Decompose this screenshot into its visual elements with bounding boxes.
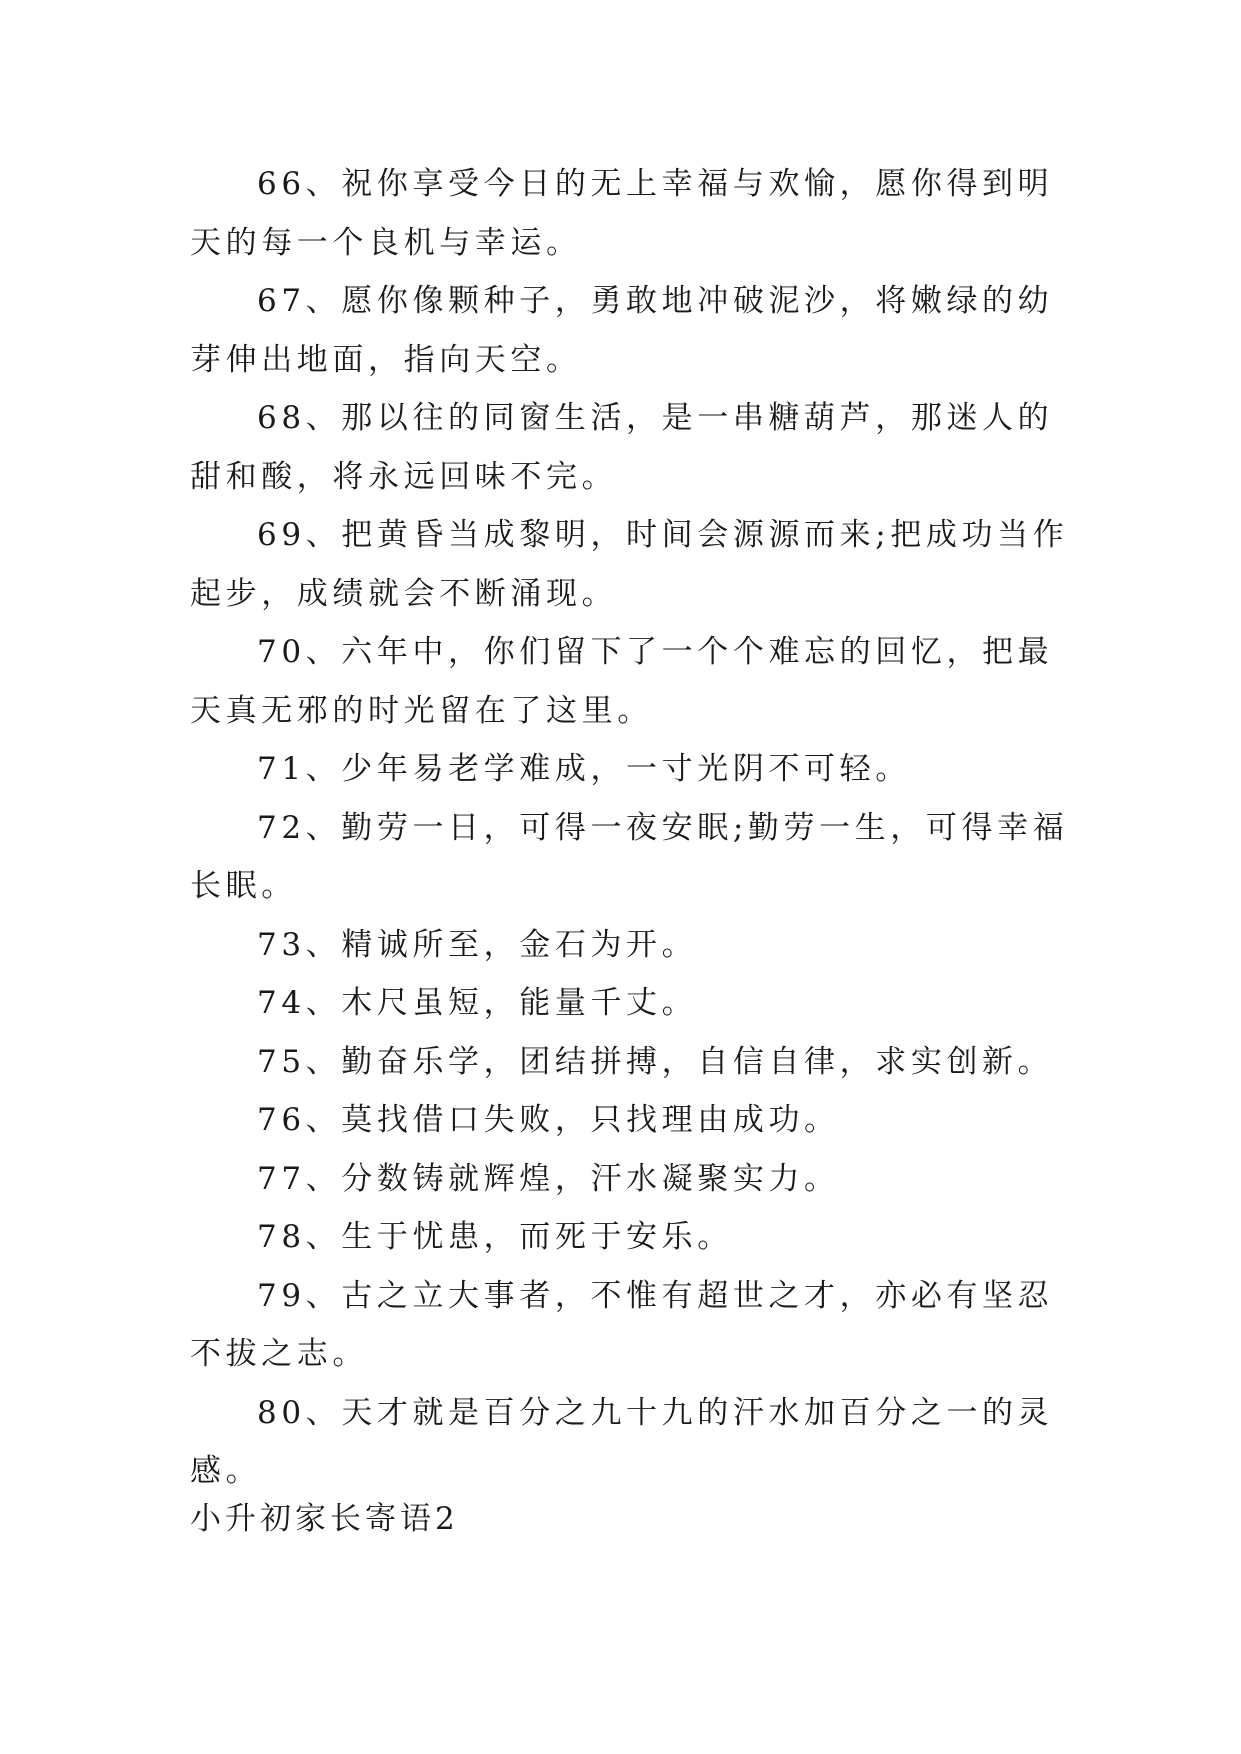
section-heading: 小升初家长寄语2 [190,1501,459,1537]
paragraph-list [190,155,1070,1501]
paragraph-76: 76、莫找借口失败，只找理由成功。 [257,1102,840,1138]
paragraph-68: 68、那以往的同窗生活，是一串糖葫芦，那迷人的甜和酸，将永远回味不完。 [190,400,1054,495]
paragraph-67: 67、愿你像颗种子，勇敢地冲破泥沙，将嫩绿的幼芽伸出地面，指向天空。 [190,283,1054,378]
paragraph-66: 66、祝你享受今日的无上幸福与欢愉，愿你得到明天的每一个良机与幸运。 [190,166,1054,261]
paragraph-71: 71、少年易老学难成，一寸光阴不可轻。 [257,751,911,787]
paragraph-69: 69、把黄昏当成黎明，时间会源源而来;把成功当作起步，成绩就会不断涌现。 [190,517,1069,612]
paragraph-80: 80、天才就是百分之九十九的汗水加百分之一的灵感。 [190,1394,1054,1489]
paragraph-75: 75、勤奋乐学，团结拼搏，自信自律，求实创新。 [257,1043,1054,1080]
paragraph-72: 72、勤劳一日，可得一夜安眠;勤劳一生，可得幸福长眠。 [190,809,1069,904]
paragraph-70: 70、六年中，你们留下了一个个难忘的回忆，把最天真无邪的时光留在了这里。 [190,634,1054,729]
paragraph-79: 79、古之立大事者，不惟有超世之才，亦必有坚忍不拔之志。 [190,1277,1054,1372]
paragraph-73: 73、精诚所至，金石为开。 [257,926,698,963]
paragraph-78: 78、生于忧患，而死于安乐。 [257,1219,733,1255]
paragraph-74: 74、木尺虽短，能量千丈。 [257,985,698,1021]
paragraph-77: 77、分数铸就辉煌，汗水凝聚实力。 [257,1160,840,1197]
